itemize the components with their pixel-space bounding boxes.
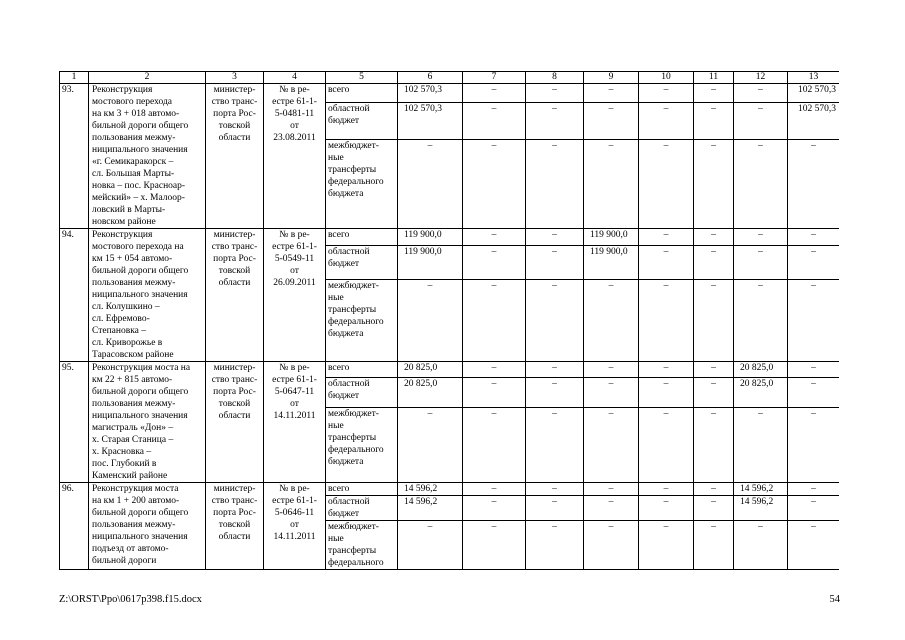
empty-amount-cell: – [788, 483, 840, 496]
funding-source: областной бюджет [326, 103, 398, 140]
row-number: 94. [60, 229, 89, 362]
funding-source: межбюджет- ные трансферты федерального бюджета [326, 139, 398, 228]
project-name: Реконструкция мостового перехода на км 15 + 054 автомо- бильной дороги общего пользования межму- ниципального значения сл. Колушкино – сл. Ефремово- Степановка – сл. Криворожье в Тарасовском районе [89, 229, 206, 362]
funding-source: межбюджет- ные трансферты федерального бюджета [326, 280, 398, 362]
amount-cell: 102 570,3 [788, 84, 840, 103]
empty-amount-cell: – [584, 139, 639, 228]
empty-amount-cell: – [526, 521, 584, 570]
column-number-header: 7 [463, 72, 526, 84]
empty-amount-cell: – [694, 496, 734, 521]
empty-amount-cell: – [788, 377, 840, 408]
empty-amount-cell: – [526, 408, 584, 483]
amount-cell: 20 825,0 [398, 362, 463, 378]
empty-amount-cell: – [694, 229, 734, 246]
table-row [60, 84, 840, 103]
budget-table-container [59, 71, 839, 570]
empty-amount-cell: – [788, 280, 840, 362]
amount-cell: 119 900,0 [584, 246, 639, 280]
responsible-ministry: министер- ство транс- порта Рос- товской области [206, 483, 264, 570]
empty-amount-cell: – [788, 229, 840, 246]
empty-amount-cell: – [734, 103, 788, 140]
column-number-header: 13 [788, 72, 840, 84]
responsible-ministry: министер- ство транс- порта Рос- товской области [206, 229, 264, 362]
empty-amount-cell: – [463, 280, 526, 362]
empty-amount-cell: – [526, 246, 584, 280]
empty-amount-cell: – [788, 139, 840, 228]
table-row [60, 362, 840, 378]
funding-source: областной бюджет [326, 377, 398, 408]
empty-amount-cell: – [463, 229, 526, 246]
empty-amount-cell: – [584, 362, 639, 378]
funding-source: областной бюджет [326, 496, 398, 521]
registry-document: № в ре- естре 61-1- 5-0549-11 от 26.09.2011 [264, 229, 326, 362]
empty-amount-cell: – [639, 483, 694, 496]
empty-amount-cell: – [526, 496, 584, 521]
empty-amount-cell: – [694, 139, 734, 228]
empty-amount-cell: – [694, 84, 734, 103]
column-number-row [60, 72, 840, 84]
empty-amount-cell: – [463, 483, 526, 496]
table-row [60, 483, 840, 496]
empty-amount-cell: – [398, 139, 463, 228]
row-number: 95. [60, 362, 89, 483]
empty-amount-cell: – [463, 246, 526, 280]
funding-source: межбюджет- ные трансферты федерального бюджета [326, 408, 398, 483]
empty-amount-cell: – [639, 103, 694, 140]
empty-amount-cell: – [398, 521, 463, 570]
empty-amount-cell: – [694, 483, 734, 496]
column-number-header: 9 [584, 72, 639, 84]
page-number: 54 [829, 594, 840, 605]
column-number-header: 10 [639, 72, 694, 84]
row-number: 96. [60, 483, 89, 570]
column-number-header: 1 [60, 72, 89, 84]
empty-amount-cell: – [526, 483, 584, 496]
empty-amount-cell: – [788, 408, 840, 483]
empty-amount-cell: – [584, 84, 639, 103]
empty-amount-cell: – [584, 483, 639, 496]
amount-cell: 102 570,3 [398, 84, 463, 103]
amount-cell: 20 825,0 [734, 377, 788, 408]
empty-amount-cell: – [463, 496, 526, 521]
empty-amount-cell: – [734, 84, 788, 103]
registry-document: № в ре- естре 61-1- 5-0646-11 от 14.11.2011 [264, 483, 326, 570]
project-name: Реконструкция мостового перехода на км 3 + 018 автомо- бильной дороги общего пользования межму- ниципального значения «г. Семикаракорск – сл. Большая Марты- новка – пос. Краснoар- мейский» – х. Малоор- ловский в Марты- новском районе [89, 84, 206, 229]
column-number-header: 8 [526, 72, 584, 84]
empty-amount-cell: – [734, 229, 788, 246]
empty-amount-cell: – [639, 229, 694, 246]
registry-document: № в ре- естре 61-1- 5-0481-11 от 23.08.2011 [264, 84, 326, 229]
empty-amount-cell: – [788, 246, 840, 280]
empty-amount-cell: – [788, 362, 840, 378]
empty-amount-cell: – [463, 139, 526, 228]
empty-amount-cell: – [639, 408, 694, 483]
empty-amount-cell: – [584, 377, 639, 408]
empty-amount-cell: – [694, 377, 734, 408]
empty-amount-cell: – [463, 84, 526, 103]
empty-amount-cell: – [694, 103, 734, 140]
amount-cell: 119 900,0 [398, 229, 463, 246]
empty-amount-cell: – [639, 139, 694, 228]
table-row [60, 229, 840, 246]
empty-amount-cell: – [694, 246, 734, 280]
project-name: Реконструкция моста на км 1 + 200 автомо- бильной дороги общего пользования межму- ниципального значения подъезд от автомо- бильной дороги [89, 483, 206, 570]
empty-amount-cell: – [584, 521, 639, 570]
empty-amount-cell: – [584, 496, 639, 521]
funding-source: всего [326, 84, 398, 103]
amount-cell: 14 596,2 [398, 483, 463, 496]
empty-amount-cell: – [734, 246, 788, 280]
responsible-ministry: министер- ство транс- порта Рос- товской области [206, 84, 264, 229]
empty-amount-cell: – [639, 521, 694, 570]
column-number-header: 4 [264, 72, 326, 84]
amount-cell: 20 825,0 [398, 377, 463, 408]
funding-source: областной бюджет [326, 246, 398, 280]
empty-amount-cell: – [463, 521, 526, 570]
funding-source: межбюджет- ные трансферты федерального [326, 521, 398, 570]
empty-amount-cell: – [734, 521, 788, 570]
empty-amount-cell: – [694, 521, 734, 570]
empty-amount-cell: – [526, 229, 584, 246]
empty-amount-cell: – [463, 377, 526, 408]
amount-cell: 14 596,2 [734, 483, 788, 496]
empty-amount-cell: – [734, 280, 788, 362]
empty-amount-cell: – [734, 139, 788, 228]
empty-amount-cell: – [526, 84, 584, 103]
empty-amount-cell: – [694, 280, 734, 362]
column-number-header: 2 [89, 72, 206, 84]
empty-amount-cell: – [463, 103, 526, 140]
column-number-header: 5 [326, 72, 398, 84]
empty-amount-cell: – [639, 362, 694, 378]
funding-source: всего [326, 229, 398, 246]
funding-source: всего [326, 483, 398, 496]
column-number-header: 12 [734, 72, 788, 84]
row-number: 93. [60, 84, 89, 229]
empty-amount-cell: – [584, 408, 639, 483]
amount-cell: 119 900,0 [584, 229, 639, 246]
amount-cell: 14 596,2 [734, 496, 788, 521]
empty-amount-cell: – [639, 246, 694, 280]
project-name: Реконструкция моста на км 22 + 815 автомо- бильной дороги общего пользования межму- ниципального значения магистраль «Дон» – х. Старая Станица – х. Красновка – пос. Глубокий в Каменский районе [89, 362, 206, 483]
column-number-header: 6 [398, 72, 463, 84]
empty-amount-cell: – [639, 377, 694, 408]
amount-cell: 14 596,2 [398, 496, 463, 521]
empty-amount-cell: – [526, 103, 584, 140]
empty-amount-cell: – [526, 377, 584, 408]
empty-amount-cell: – [639, 496, 694, 521]
empty-amount-cell: – [694, 362, 734, 378]
empty-amount-cell: – [463, 408, 526, 483]
empty-amount-cell: – [584, 103, 639, 140]
column-number-header: 3 [206, 72, 264, 84]
empty-amount-cell: – [639, 280, 694, 362]
empty-amount-cell: – [788, 496, 840, 521]
empty-amount-cell: – [639, 84, 694, 103]
funding-source: всего [326, 362, 398, 378]
file-path: Z:\ORST\Ppo\0617p398.f15.docx [59, 594, 202, 605]
empty-amount-cell: – [526, 280, 584, 362]
column-number-header: 11 [694, 72, 734, 84]
empty-amount-cell: – [788, 521, 840, 570]
empty-amount-cell: – [584, 280, 639, 362]
amount-cell: 102 570,3 [398, 103, 463, 140]
empty-amount-cell: – [463, 362, 526, 378]
empty-amount-cell: – [734, 408, 788, 483]
amount-cell: 119 900,0 [398, 246, 463, 280]
registry-document: № в ре- естре 61-1- 5-0647-11 от 14.11.2011 [264, 362, 326, 483]
empty-amount-cell: – [398, 280, 463, 362]
budget-table [59, 71, 839, 570]
responsible-ministry: министер- ство транс- порта Рос- товской области [206, 362, 264, 483]
empty-amount-cell: – [526, 139, 584, 228]
amount-cell: 20 825,0 [734, 362, 788, 378]
empty-amount-cell: – [398, 408, 463, 483]
amount-cell: 102 570,3 [788, 103, 840, 140]
empty-amount-cell: – [526, 362, 584, 378]
empty-amount-cell: – [694, 408, 734, 483]
